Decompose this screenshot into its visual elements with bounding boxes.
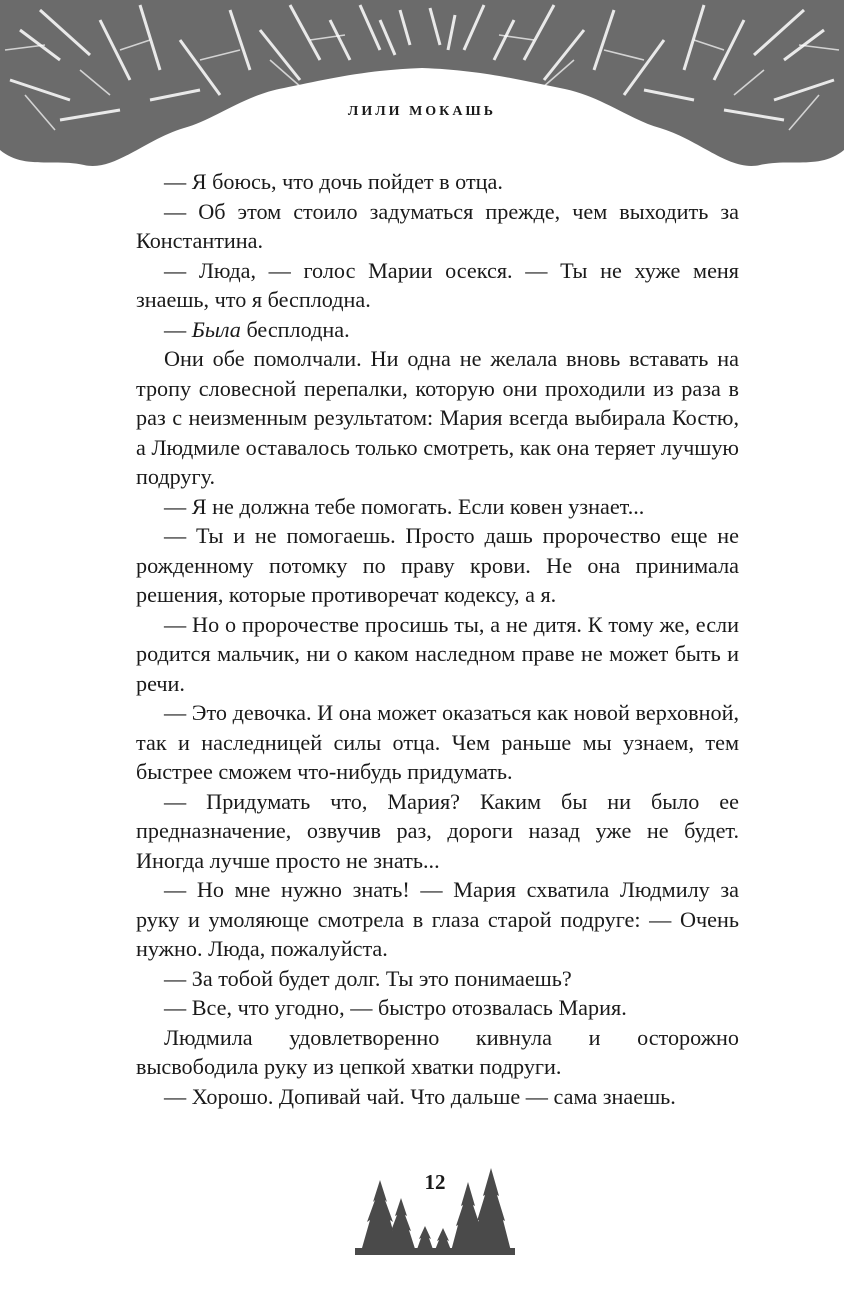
paragraph [136, 256, 739, 315]
paragraph-text: — Хорошо. Допивай чай. Что дальше — сама знаешь. [164, 1083, 676, 1109]
paragraph [136, 993, 739, 1023]
paragraph [136, 167, 739, 197]
running-head-author: ЛИЛИ МОКАШЬ [347, 104, 497, 119]
paragraph-text: Людмила удовлетворенно кивнула и осторожно высвободила руку из цепкой хватки подруги. [136, 1024, 739, 1079]
paragraph-text: — Все, что угодно, — быстро отозвалась Мария. [164, 995, 627, 1020]
paragraph-text: Они обе помолчали. Ни одна не желала вновь вставать на тропу словесной перепалки, которую они проходили из раза в раз с неизменным результатом: Мария всегда выбирала Костю, а Людмиле оставалось только смотреть, как она теряет лучшую подругу. [136, 346, 739, 489]
paragraph-text: — Об этом стоило задуматься прежде, чем выходить за Константина. [136, 198, 739, 253]
paragraph [136, 197, 739, 256]
paragraph [136, 315, 739, 345]
header-pine-branches-ornament [0, 0, 844, 175]
paragraph-text: — Но о пророчестве просишь ты, а не дитя. К тому же, если родится мальчик, ни о каком наследном праве не может быть и речи. [136, 611, 739, 696]
body-text [136, 167, 739, 1111]
paragraph [136, 1082, 739, 1112]
paragraph [136, 787, 739, 876]
paragraph-text: — Люда, — голос Марии осекся. — Ты не хуже меня знаешь, что я бесплодна. [136, 257, 739, 312]
paragraph-emphasis: Была [191, 316, 241, 342]
paragraph [136, 344, 739, 492]
paragraph-text: — Придумать что, Мария? Каким бы ни было ее предназначение, озвучив раз, дороги назад уже не будет. Иногда лучше просто не знать... [136, 788, 739, 873]
paragraph-text: — Это девочка. И она может оказаться как новой верховной, так и наследницей силы отца. Чем раньше мы узнаем, тем быстрее сможем что-нибудь придумать. [136, 700, 739, 784]
page-number: 12 [424, 1170, 446, 1194]
paragraph [136, 610, 739, 699]
paragraph-text: — За тобой будет долг. Ты это понимаешь? [164, 965, 572, 991]
paragraph-text: — Я боюсь, что дочь пойдет в отца. [164, 169, 503, 194]
paragraph-text: — Я не должна тебе помогать. Если ковен узнает... [164, 493, 645, 519]
paragraph [136, 492, 739, 522]
paragraph [136, 1023, 739, 1082]
paragraph-text: — [164, 316, 192, 342]
paragraph [136, 964, 739, 994]
paragraph [136, 875, 739, 964]
paragraph-text: бесплодна. [240, 316, 350, 342]
paragraph-text: — Но мне нужно знать! — Мария схватила Людмилу за руку и умоляюще смотрела в глаза старой подруге: — Очень нужно. Люда, пожалуйста. [136, 877, 739, 961]
paragraph-text: — Ты и не помогаешь. Просто дашь пророчество еще не рожденному потомку по праву крови. Не она принимала решения, которые противоречат кодексу, а я. [136, 523, 739, 607]
paragraph [136, 698, 739, 787]
paragraph [136, 521, 739, 610]
